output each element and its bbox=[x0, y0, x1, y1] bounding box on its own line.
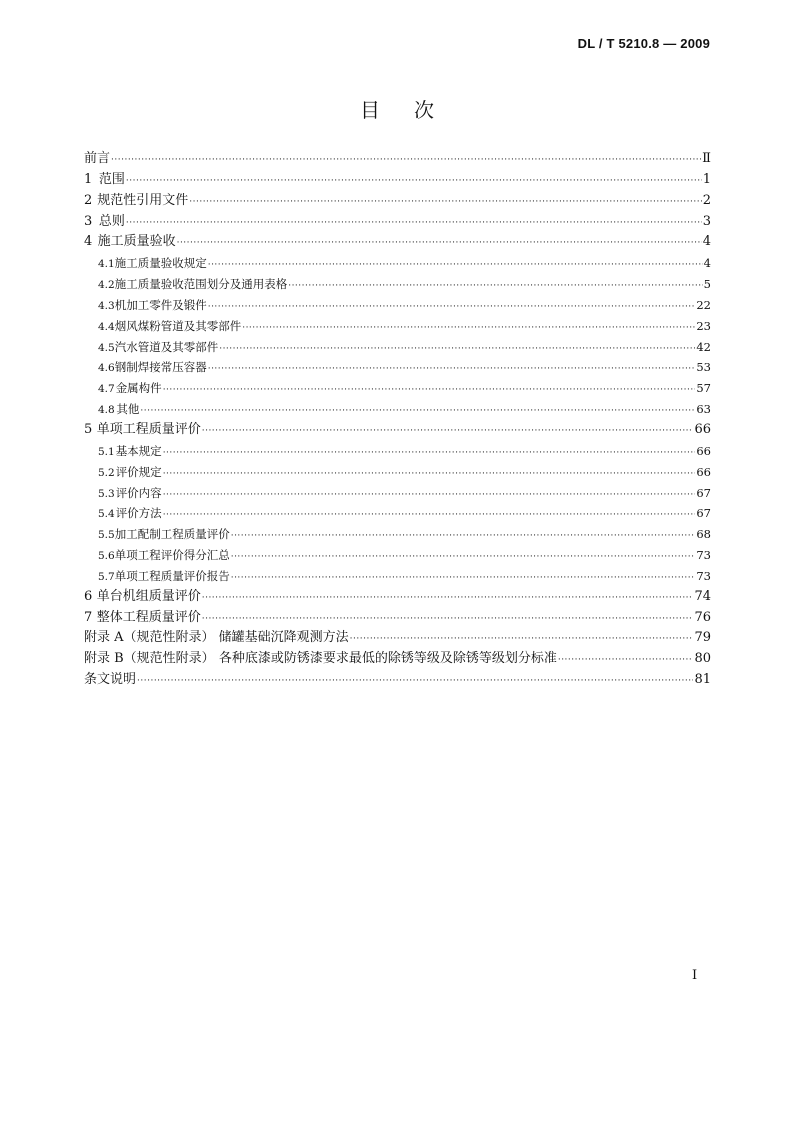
toc-entry-label: 施工质量验收规定 bbox=[114, 256, 207, 271]
toc-entry-number: 5.3 bbox=[98, 487, 115, 500]
toc-entry[interactable] bbox=[84, 253, 711, 274]
toc-entry-label: 整体工程质量评价 bbox=[96, 609, 201, 625]
toc-entry-label: 机加工零件及锻件 bbox=[114, 297, 207, 312]
toc-dot-leader bbox=[231, 526, 696, 547]
toc-entry-number: 7 bbox=[84, 609, 93, 625]
toc-entry[interactable] bbox=[84, 337, 711, 358]
toc-entry-number: 5 bbox=[84, 421, 93, 437]
toc-entry-label: 附录 B（规范性附录） 各种底漆或防锈漆要求最低的除锈等级及除锈等级划分标准 bbox=[84, 651, 557, 667]
toc-entry-label: 评价方法 bbox=[115, 506, 162, 521]
toc-entry-label: 烟风煤粉管道及其零部件 bbox=[114, 318, 242, 333]
toc-entry-number: 5.5 bbox=[98, 529, 115, 542]
toc-entry[interactable] bbox=[84, 378, 711, 399]
toc-entry-page: 66 bbox=[696, 464, 711, 479]
toc-entry-page: 42 bbox=[696, 339, 711, 354]
toc-dot-leader bbox=[163, 485, 696, 506]
toc-dot-leader bbox=[163, 380, 696, 401]
toc-dot-leader bbox=[140, 401, 695, 422]
toc-entry-label: 单项工程质量评价 bbox=[96, 421, 201, 437]
toc-dot-leader bbox=[163, 443, 696, 464]
toc-entry-label: 条文说明 bbox=[84, 672, 137, 688]
toc-entry[interactable] bbox=[84, 587, 711, 608]
toc-entry-page: 73 bbox=[696, 568, 711, 583]
toc-entry[interactable] bbox=[84, 649, 711, 670]
toc-dot-leader bbox=[111, 150, 701, 171]
toc-entry[interactable] bbox=[84, 670, 711, 691]
toc-entry-label: 规范性引用文件 bbox=[97, 192, 189, 208]
toc-entry-page: 5 bbox=[703, 277, 711, 292]
toc-entry-number: 4.3 bbox=[98, 299, 115, 312]
toc-entry[interactable] bbox=[84, 503, 711, 524]
toc-entry-page: 67 bbox=[696, 506, 711, 521]
toc-entry-label: 单项工程质量评价报告 bbox=[114, 568, 230, 583]
toc-entry-number: 4.6 bbox=[98, 362, 115, 375]
toc-entry-page: 4 bbox=[703, 256, 711, 271]
toc-entry-number: 4.5 bbox=[98, 341, 115, 354]
toc-entry-page: 81 bbox=[694, 672, 711, 688]
toc-title-left: 目 bbox=[360, 98, 380, 122]
toc-dot-leader bbox=[219, 339, 695, 360]
toc-dot-leader bbox=[558, 650, 694, 671]
toc-entry-page: 66 bbox=[694, 421, 711, 437]
toc-entry-page: 66 bbox=[696, 443, 711, 458]
toc-entry-number: 4.2 bbox=[98, 279, 115, 292]
toc-entry-label: 加工配制工程质量评价 bbox=[114, 527, 230, 542]
toc-entry[interactable] bbox=[84, 212, 711, 233]
toc-entry-number: 3 bbox=[84, 213, 93, 229]
toc-dot-leader bbox=[177, 233, 702, 254]
toc-dot-leader bbox=[189, 192, 701, 213]
toc-entry-label: 金属构件 bbox=[115, 381, 162, 396]
toc-entry-number: 4.4 bbox=[98, 320, 115, 333]
toc-dot-leader bbox=[231, 547, 696, 568]
toc-dot-leader bbox=[202, 588, 694, 609]
toc-entry[interactable] bbox=[84, 524, 711, 545]
toc-entry-label: 单项工程评价得分汇总 bbox=[114, 548, 230, 563]
toc-dot-leader bbox=[350, 629, 694, 650]
toc-entry-number: 4.1 bbox=[98, 258, 115, 271]
toc-entry-number: 6 bbox=[84, 588, 93, 604]
toc-entry-number: 5.7 bbox=[98, 570, 115, 583]
toc-entry[interactable] bbox=[84, 462, 711, 483]
toc-entry-page: 3 bbox=[702, 213, 711, 229]
toc-entry-page: 76 bbox=[694, 609, 711, 625]
toc-entry-page: 67 bbox=[696, 485, 711, 500]
toc-entry[interactable] bbox=[84, 316, 711, 337]
toc-entry[interactable] bbox=[84, 232, 711, 253]
page-number: I bbox=[692, 968, 698, 983]
toc-entry-page: 4 bbox=[702, 234, 711, 250]
toc-entry[interactable] bbox=[84, 399, 711, 420]
toc-entry-label: 汽水管道及其零部件 bbox=[114, 339, 219, 354]
toc-entry-number: 1 bbox=[84, 171, 93, 187]
toc-entry-label: 总则 bbox=[98, 213, 125, 229]
toc-entry-number: 5.1 bbox=[98, 445, 115, 458]
toc-entry-label: 钢制焊接常压容器 bbox=[114, 360, 207, 375]
toc-entry-label: 基本规定 bbox=[115, 443, 162, 458]
toc-dot-leader bbox=[208, 297, 696, 318]
toc-entry-page: 79 bbox=[694, 630, 711, 646]
toc-dot-leader bbox=[202, 421, 694, 442]
toc-entry-number: 2 bbox=[84, 192, 93, 208]
toc-entry-label: 前言 bbox=[84, 151, 111, 166]
toc-entry-label: 其他 bbox=[116, 402, 140, 417]
toc-entry[interactable] bbox=[84, 566, 711, 587]
toc-entry[interactable] bbox=[84, 483, 711, 504]
toc-entry-page: 80 bbox=[694, 651, 711, 667]
toc-dot-leader bbox=[137, 671, 693, 692]
toc-entry[interactable] bbox=[84, 191, 711, 212]
toc-entry-page: 2 bbox=[702, 192, 711, 208]
toc-entry-page: 74 bbox=[694, 588, 711, 604]
table-of-contents bbox=[84, 149, 711, 691]
toc-title bbox=[0, 94, 794, 123]
toc-entry-number: 5.2 bbox=[98, 466, 115, 479]
toc-dot-leader bbox=[208, 255, 703, 276]
toc-dot-leader bbox=[231, 568, 696, 589]
toc-entry-page: 23 bbox=[696, 318, 711, 333]
toc-entry-page: 73 bbox=[696, 548, 711, 563]
toc-entry-label: 评价内容 bbox=[115, 485, 162, 500]
toc-entry-number: 4.7 bbox=[98, 383, 115, 396]
toc-entry-number: 4 bbox=[84, 234, 93, 250]
toc-dot-leader bbox=[288, 276, 702, 297]
toc-dot-leader bbox=[163, 464, 696, 485]
toc-entry-label: 范围 bbox=[98, 171, 125, 187]
toc-entry-label: 施工质量验收 bbox=[97, 234, 176, 250]
toc-entry[interactable] bbox=[84, 149, 711, 170]
toc-entry[interactable] bbox=[84, 545, 711, 566]
toc-entry-page: 57 bbox=[696, 381, 711, 396]
toc-dot-leader bbox=[126, 171, 702, 192]
toc-entry-number: 5.6 bbox=[98, 550, 115, 563]
toc-entry[interactable] bbox=[84, 274, 711, 295]
toc-entry[interactable] bbox=[84, 295, 711, 316]
toc-entry-page: 53 bbox=[696, 360, 711, 375]
toc-entry-page: 22 bbox=[696, 297, 711, 312]
toc-dot-leader bbox=[126, 213, 702, 234]
toc-entry-page: 1 bbox=[702, 171, 711, 187]
toc-dot-leader bbox=[163, 505, 696, 526]
toc-entry[interactable] bbox=[84, 628, 711, 649]
toc-entry-page: Ⅱ bbox=[702, 151, 711, 166]
toc-dot-leader bbox=[202, 609, 694, 630]
toc-entry-page: 63 bbox=[696, 402, 711, 417]
toc-entry-label: 附录 A（规范性附录） 储罐基础沉降观测方法 bbox=[84, 630, 349, 646]
toc-dot-leader bbox=[208, 359, 696, 380]
toc-entry-number: 5.4 bbox=[98, 508, 115, 521]
toc-entry[interactable] bbox=[84, 441, 711, 462]
toc-dot-leader bbox=[242, 318, 695, 339]
toc-entry-label: 单台机组质量评价 bbox=[96, 588, 201, 604]
toc-entry[interactable] bbox=[84, 608, 711, 629]
toc-entry[interactable] bbox=[84, 170, 711, 191]
toc-title-right: 次 bbox=[414, 98, 434, 122]
toc-entry-label: 施工质量验收范围划分及通用表格 bbox=[114, 277, 288, 292]
toc-entry-number: 4.8 bbox=[98, 404, 115, 417]
toc-entry-label: 评价规定 bbox=[115, 464, 162, 479]
document-code: DL / T 5210.8 — 2009 bbox=[577, 36, 710, 51]
toc-entry-page: 68 bbox=[696, 527, 711, 542]
toc-entry[interactable] bbox=[84, 357, 711, 378]
toc-entry[interactable] bbox=[84, 420, 711, 441]
